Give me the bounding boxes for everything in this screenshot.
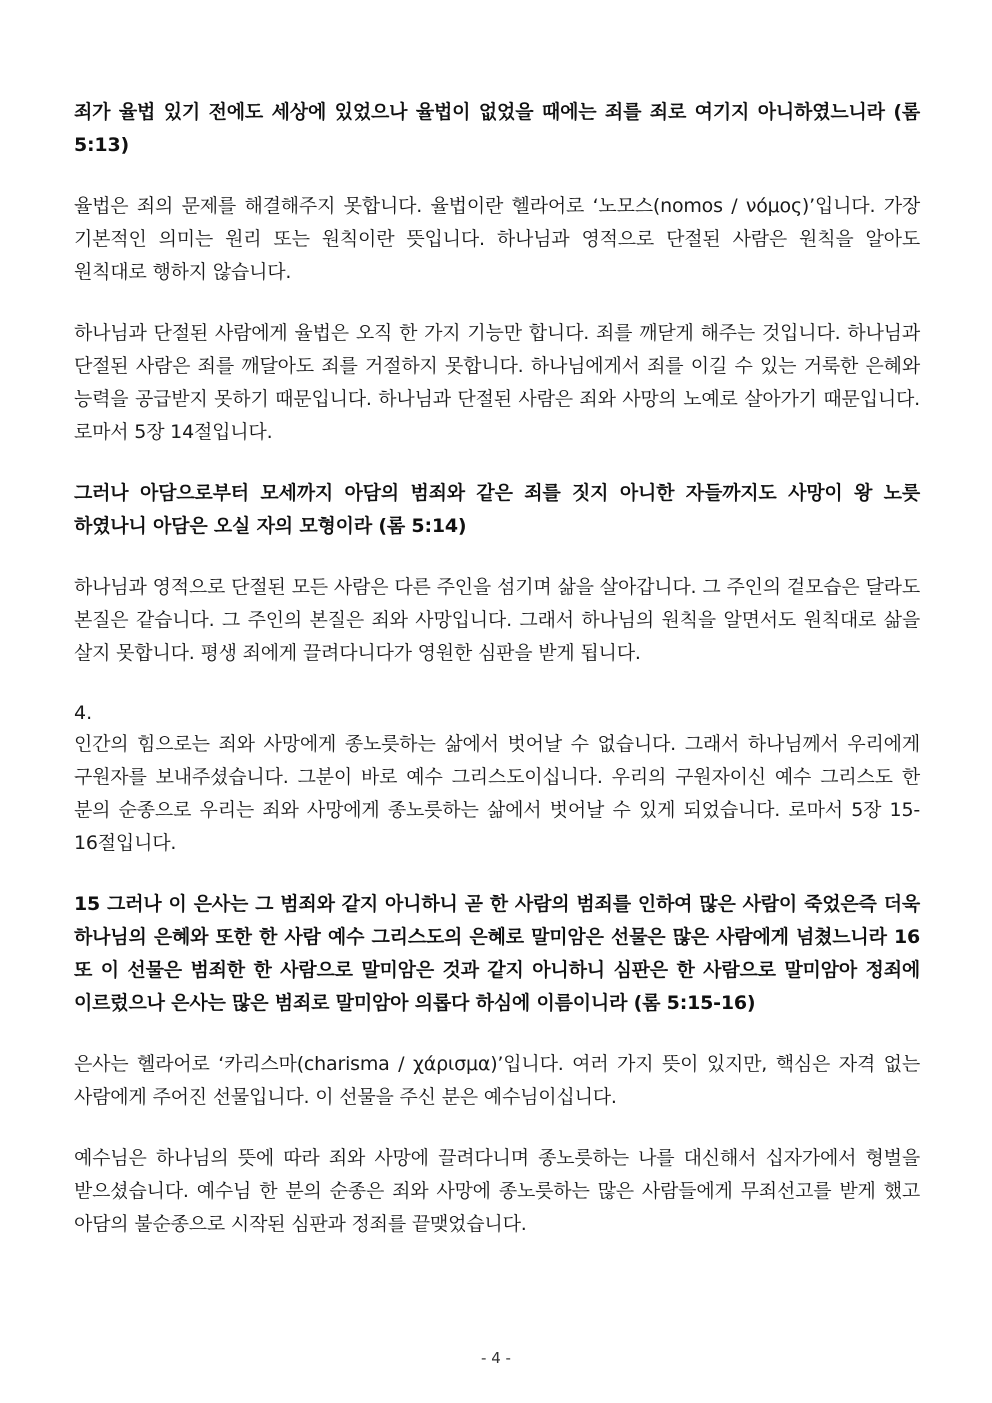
paragraph-cross: 예수님은 하나님의 뜻에 따라 죄와 사망에 끌려다니며 종노릇하는 나를 대신해서 십자가에서 형벌을 받으셨습니다. 예수님 한 분의 순종은 죄와 사망에 종노릇하는 많은 사람들에게 무죄선고를 받게 했고 아담의 불순종으로 시작된 심판과 정죄를 끝맺었습니다. xyxy=(74,1147,920,1235)
paragraph-law-function: 하나님과 단절된 사람에게 율법은 오직 한 가지 기능만 합니다. 죄를 깨닫게 해주는 것입니다. 하나님과 단절된 사람은 죄를 깨달아도 죄를 거절하지 못합니다. 하나님에게서 죄를 이길 수 있는 거룩한 은혜와 능력을 공급받지 못하기 때문입니다. 하나님과 단절된 사람은 죄와 사망의 노예로 살아가기 때문입니다. 로마서 5장 14절입니다. xyxy=(74,322,920,443)
document-body xyxy=(74,96,920,1241)
section-number: 4. xyxy=(74,702,93,724)
paragraph-charisma: 은사는 헬라어로 ‘카리스마(charisma / χάρισμα)’입니다. 여러 가지 뜻이 있지만, 핵심은 자격 없는 사람에게 주어진 선물입니다. 이 선물을 주신 분은 예수님이십니다. xyxy=(74,1053,920,1108)
paragraph-savior: 인간의 힘으로는 죄와 사망에게 종노릇하는 삶에서 벗어날 수 없습니다. 그래서 하나님께서 우리에게 구원자를 보내주셨습니다. 그분이 바로 예수 그리스도이십니다. 우리의 구원자이신 예수 그리스도 한 분의 순종으로 우리는 죄와 사망에게 종노릇하는 삶에서 벗어날 수 있게 되었습니다. 로마서 5장 15-16절입니다. xyxy=(74,733,920,854)
paragraph-law-nomos: 율법은 죄의 문제를 해결해주지 못합니다. 율법이란 헬라어로 ‘노모스(nomos / νόμος)’입니다. 가장 기본적인 의미는 원리 또는 원칙이란 뜻입니다. 하나님과 영적으로 단절된 사람은 원칙을 알아도 원칙대로 행하지 않습니다. xyxy=(74,195,920,283)
bible-verse-romans-5-13: 죄가 율법 있기 전에도 세상에 있었으나 율법이 없었을 때에는 죄를 죄로 여기지 아니하였느니라 (롬 5:13) xyxy=(74,101,920,156)
bible-verse-romans-5-15-16: 15 그러나 이 은사는 그 범죄와 같지 아니하니 곧 한 사람의 범죄를 인하여 많은 사람이 죽었은즉 더욱 하나님의 은혜와 또한 한 사람 예수 그리스도의 은혜로 말미암은 선물은 많은 사람에게 넘쳤느니라 16 또 이 선물은 범죄한 한 사람으로 말미암은 것과 같지 아니하니 심판은 한 사람으로 말미암아 정죄에 이르렀으나 은사는 많은 범죄로 말미암아 의롭다 하심에 이름이니라 (롬 5:15-16) xyxy=(74,893,920,1014)
bible-verse-romans-5-14: 그러나 아담으로부터 모세까지 아담의 범죄와 같은 죄를 짓지 아니한 자들까지도 사망이 왕 노릇 하였나니 아담은 오실 자의 모형이라 (롬 5:14) xyxy=(74,482,920,537)
paragraph-other-master: 하나님과 영적으로 단절된 모든 사람은 다른 주인을 섬기며 삶을 살아갑니다. 그 주인의 겉모습은 달라도 본질은 같습니다. 그 주인의 본질은 죄와 사망입니다. 그래서 하나님의 원칙을 알면서도 원칙대로 삶을 살지 못합니다. 평생 죄에게 끌려다니다가 영원한 심판을 받게 됩니다. xyxy=(74,576,920,664)
page-number: - 4 - xyxy=(481,1349,511,1367)
